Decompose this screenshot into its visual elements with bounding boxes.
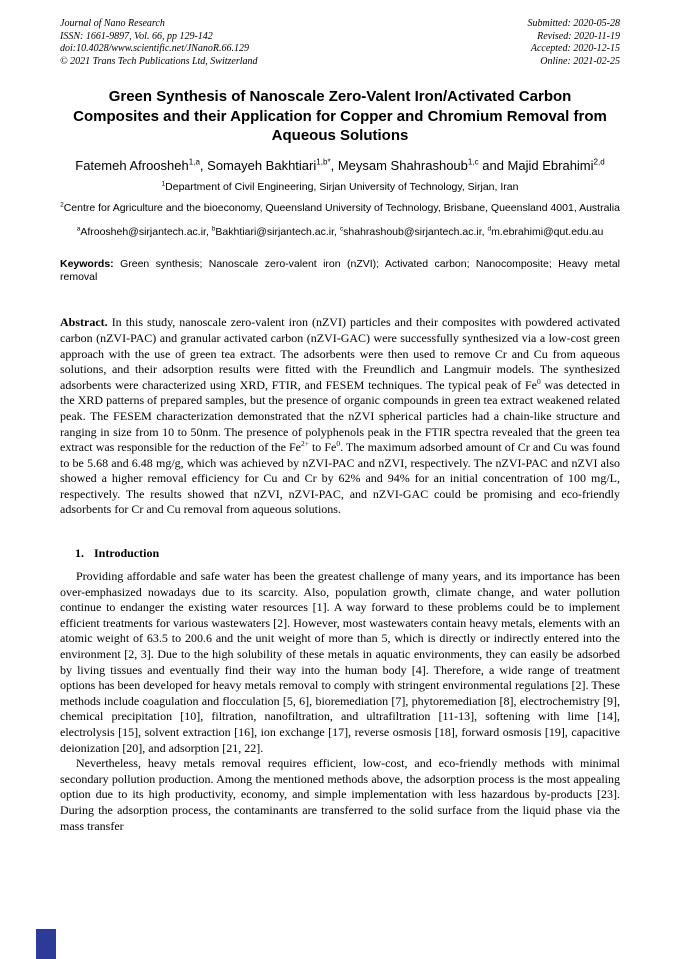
online-date: Online: 2021-02-25	[540, 55, 620, 67]
journal-name: Journal of Nano Research	[60, 18, 165, 29]
section-title: Introduction	[94, 546, 160, 561]
abstract-block	[60, 315, 620, 518]
doi-line: doi:10.4028/www.scientific.net/JNanoR.66.129	[60, 43, 249, 54]
affiliation-2: $^2$Centre for Agriculture and the bioeconomy, Queensland University of Technology, Brisbane, Queensland 4001, Australia	[60, 201, 620, 214]
keywords-block	[60, 258, 620, 286]
keywords-text: Green synthesis; Nanoscale zero-valent iron (nZVI); Activated carbon; Nanocomposite; Heavy metal removal	[60, 257, 620, 284]
keywords-label: Keywords:	[60, 257, 114, 270]
abstract-text: In this study, nanoscale zero-valent iron (nZVI) particles and their composites with powdered activated carbon (nZVI-PAC) and granular activated carbon (nZVI-GAC) were successfully synthesized via a low-cost green approach with the use of green tea extract. The adsorbents were then used to remove Cr and Cu from aqueous solutions, and their adsorption results were fitted with the Freundlich and Langmuir models. The synthesized adsorbents were characterized using XRD, FTIR, and FESEM techniques. The typical peak of Fe$^0$ was detected in the XRD patterns of prepared samples, but the presence of organic compounds in green tea extract weakened related peak. The FESEM characterization demonstrated that the nZVI spherical particles had a chain-like structure and ranging in size from 10 to 50nm. The presence of polyphenols peak in the FTIR spectra revealed that the green tea extract was responsible for the reduction of the $Fe^{2+}$ to Fe$^0$. The maximum adsorbed amount of Cr and Cu was found to be 5.68 and 6.48 mg/g, which was achieved by nZVI-PAC and nZVI, respectively. The nZVI-PAC and nZVI also showed a higher removal efficiency for Cu and Cr by 62% and 94% for an initial concentration of 100 mg/L, respectively. The results showed that nZVI, nZVI-PAC, and nZVI-GAC could be promising and eco-friendly adsorbents for Cr and Cu removal from aqueous solutions.	[60, 315, 621, 517]
author-emails-line: $^a$Afroosheh@sirjantech.ac.ir, $^b$Bakhtiari@sirjantech.ac.ir, $^c$shahrashoub@sirjantech.ac.ir, $^d$m.ebrahimi@qut.edu.au	[76, 225, 604, 238]
accepted-date: Accepted: 2020-12-15	[530, 43, 620, 54]
section-number: 1.	[75, 546, 84, 561]
copyright-line: © 2021 Trans Tech Publications Ltd, Switzerland	[60, 55, 258, 67]
intro-paragraph-2: Nevertheless, heavy metals removal requires efficient, low-cost, and eco-friendly methods with minimal secondary pollution production. Among the mentioned methods above, the adsorption process is the most appealing option due to its high productivity, economy, and simple implementation with less hazardous by-products [23]. During the adsorption process, the contaminants are transferred to the solid surface from the liquid phase via the mass transfer	[60, 756, 620, 833]
masthead	[60, 18, 620, 68]
affiliation-1: $^1$Department of Civil Engineering, Sirjan University of Technology, Sirjan, Iran	[161, 180, 519, 194]
intro-paragraph-1: Providing affordable and safe water has been the greatest challenge of many years, and its importance has been over-emphasized nowadays due to its scarcity. Also, population growth, climate change, and water pollution continue to endanger the existing water resources [1]. A way forward to these problems could be to implement efficient treatments for various wastewaters [2]. However, most wastewaters contain heavy metals, elements with an atomic weight of 63.5 to 200.6 and the unit weight of more than 5, which is directly or indirectly entered into the environment [2, 3]. Due to the high solubility of these metals in aquatic environments, they can easily be adsorbed by living tissues and eventually find their way into the human body [4]. Therefore, a wide range of treatment options has been developed for heavy metals removal to comply with stringent environmental regulations [2]. These methods include coagulation and flocculation [5, 6], bioremediation [7], phytoremediation [8], electrochemistry [9], chemical precipitation [10], filtration, nanofiltration, and ultrafiltration [11-13], softening with lime [14], electrolysis [15], solvent extraction [16], ion exchange [17], reverse osmosis [18], forward osmosis [19], capacitive deionization [20], and adsorption [21, 22].	[60, 569, 620, 755]
masthead-left	[60, 18, 258, 68]
footer-color-bar	[36, 929, 56, 959]
revised-date: Revised: 2020-11-19	[537, 30, 620, 42]
issn-volume-line: ISSN: 1661-9897, Vol. 66, pp 129-142	[60, 30, 213, 42]
section-heading-introduction	[60, 546, 620, 561]
masthead-right	[528, 18, 621, 68]
paper-title: Green Synthesis of Nanoscale Zero-Valent Iron/Activated Carbon Composites and their Application for Copper and Chromium Removal from Aqueous Solutions	[73, 88, 607, 144]
abstract-label: Abstract.	[60, 315, 108, 330]
authors-line: Fatemeh Afroosheh$^{1,a}$, Somayeh Bakhtiari$^{1,b*}$, Meysam Shahrashoub$^{1,c}$ and Majid Ebrahimi$^{2,d}$	[75, 157, 605, 173]
submitted-date: Submitted: 2020-05-28	[527, 18, 620, 29]
